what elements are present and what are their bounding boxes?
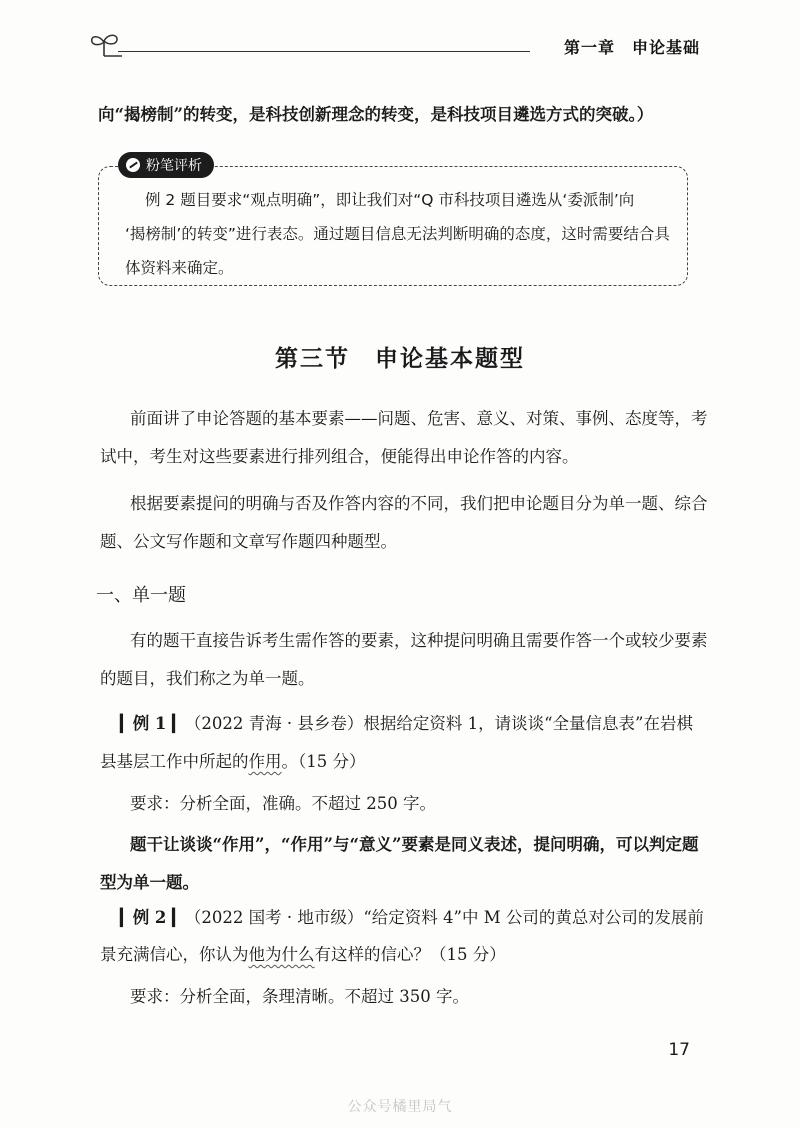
analysis-line: ‘揭榜制’的转变”进行表态。通过题目信息无法判断明确的态度，这时需要结合具 [125,225,670,243]
example2-line [120,904,704,928]
definition-line: 的题目，我们称之为单一题。 [100,669,315,688]
example2-requirement: 要求：分析全面，条理清晰。不超过 350 字。 [130,987,469,1006]
example2-prompt: （2022 国考 · 地市级）“给定资料 4”中 M 公司的黄总对公司的发展前 [184,908,704,927]
analysis-badge-label: 粉笔评析 [146,158,202,174]
example1-tag: ▎例 1 ▎ [120,714,185,733]
example1-line [120,710,700,734]
example1-prompt: 县基层工作中所起的 [100,752,249,771]
example2-score: 有这样的信心？（15 分） [314,945,506,964]
example1-analysis: 题干让谈谈“作用”，“作用”与“意义”要素是同义表述，提问明确，可以判定题 [130,835,699,854]
chapter-title: 第一章 申论基础 [563,38,700,57]
example2-line [100,941,700,965]
example1-analysis: 型为单一题。 [100,873,199,892]
example1-requirement: 要求：分析全面，准确。不超过 250 字。 [130,794,436,813]
example1-prompt: （2022 青海 · 县乡卷）根据给定资料 1，请谈谈“全量信息表”在岩棋 [184,714,693,733]
section-title: 第三节 申论基本题型 [275,346,525,372]
analysis-badge [118,152,214,178]
analysis-line: 例 2 题目要求“观点明确”，即让我们对“Q 市科技项目遴选从‘委派制’向 [145,191,635,209]
example2-prompt: 景充满信心，你认为 [100,945,249,964]
paragraph-line: 题、公文写作题和文章写作题四种题型。 [100,532,397,551]
analysis-line: 体资料来确定。 [125,259,234,277]
example1-keyword: 作用 [248,752,282,771]
example1-score: 。（15 分） [281,752,366,771]
paragraph-line: 根据要素提问的明确与否及作答内容的不同，我们把申论题目分为单一题、综合 [130,494,708,513]
intro-line: 向“揭榜制”的转变，是科技创新理念的转变，是科技项目遴选方式的突破。） [98,105,654,124]
subheading: 一、单一题 [96,585,186,606]
example2-keyword: 他为什么 [248,945,315,964]
page-header [88,30,700,60]
header-rule [118,51,530,52]
pen-icon [126,158,140,172]
paragraph-line: 试中，考生对这些要素进行排列组合，便能得出申论作答的内容。 [100,447,579,466]
watermark: 公众号橘里局气 [347,1099,453,1115]
example1-line [100,748,700,772]
example2-tag: ▎例 2 ▎ [120,908,185,927]
sprout-icon [88,30,122,58]
paragraph-line: 前面讲了申论答题的基本要素——问题、危害、意义、对策、事例、态度等，考 [130,409,708,428]
definition-line: 有的题干直接告诉考生需作答的要素，这种提问明确且需要作答一个或较少要素 [130,631,708,650]
page-number: 17 [668,1040,690,1060]
